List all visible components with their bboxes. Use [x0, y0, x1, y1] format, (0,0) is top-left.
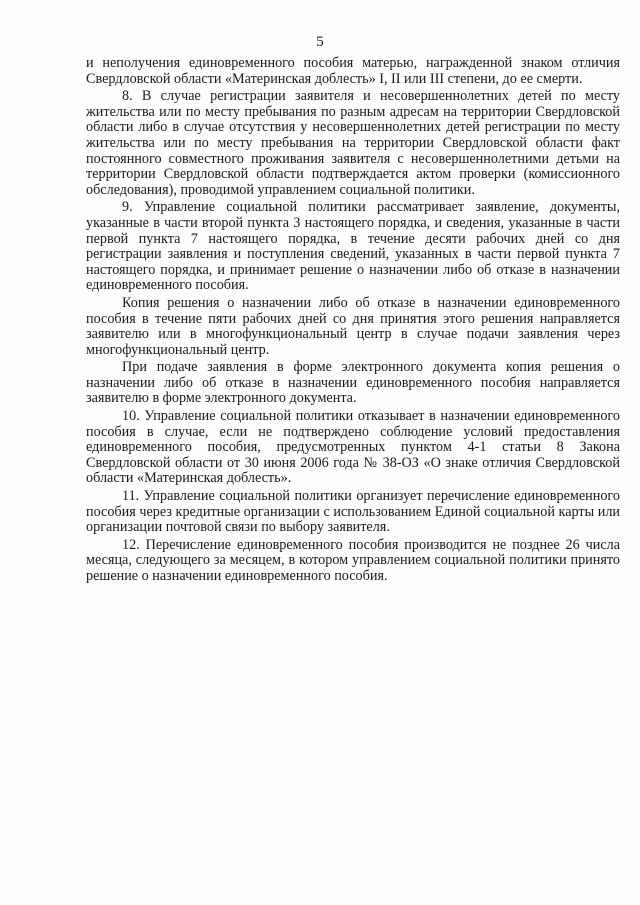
paragraph-continuation: и неполучения единовременного пособия матерью, награжденной знаком отличия Свердловской области «Материнская доблесть» I, II или III степени, до ее смерти.: [86, 55, 620, 87]
paragraph-electronic-document: При подаче заявления в форме электронного документа копия решения о назначении либо об отказе в назначении единовременного пособия направляется заявителю в форме электронного документа.: [86, 359, 620, 407]
document-body: [86, 56, 620, 587]
paragraph-item-9: 9. Управление социальной политики рассматривает заявление, документы, указанные в части второй пункта 3 настоящего порядка, и сведения, указанные в части первой пункта 7 настоящего порядка, в течение десяти рабочих дней со дня регистрации заявления и поступления сведений, указанных в части первой пункта 7 настоящего порядка, и принимает решение о назначении либо об отказе в назначении единовременного пособия.: [86, 199, 620, 294]
paragraph-decision-copy: Копия решения о назначении либо об отказе в назначении единовременного пособия в течение пяти рабочих дней со дня принятия этого решения направляется заявителю или в многофункциональный центр в случае подачи заявления через многофункциональный центр.: [86, 294, 620, 358]
paragraph-item-12: 12. Перечисление единовременного пособия производится не позднее 26 числа месяца, следующего за месяцем, в котором управлением социальной политики принято решение о назначении единовременного пособия.: [86, 536, 620, 584]
paragraph-item-11: 11. Управление социальной политики организует перечисление единовременного пособия через кредитные организации с использованием Единой социальной карты или организации почтовой связи по выбору заявителя.: [86, 488, 620, 536]
paragraph-item-8: 8. В случае регистрации заявителя и несовершеннолетних детей по месту жительства или по месту пребывания по разным адресам на территории Свердловской области либо в случае отсутствия у несовершеннолетних детей регистрации по месту жительства или по месту пребывания на территории Свердловской области факт постоянного совместного проживания заявителя с несовершеннолетними детьми на территории Свердловской области подтверждается актом проверки (комиссионного обследования), проводимой управлением социальной политики.: [86, 88, 620, 198]
paragraph-item-10: 10. Управление социальной политики отказывает в назначении единовременного пособия в случае, если не подтверждено соблюдение условий предоставления единовременного пособия, предусмотренных пунктом 4-1 статьи 8 Закона Свердловской области от 30 июня 2006 года № 38-ОЗ «О знаке отличия Свердловской области «Материнская доблесть».: [86, 408, 620, 487]
page-number: 5: [316, 34, 324, 50]
